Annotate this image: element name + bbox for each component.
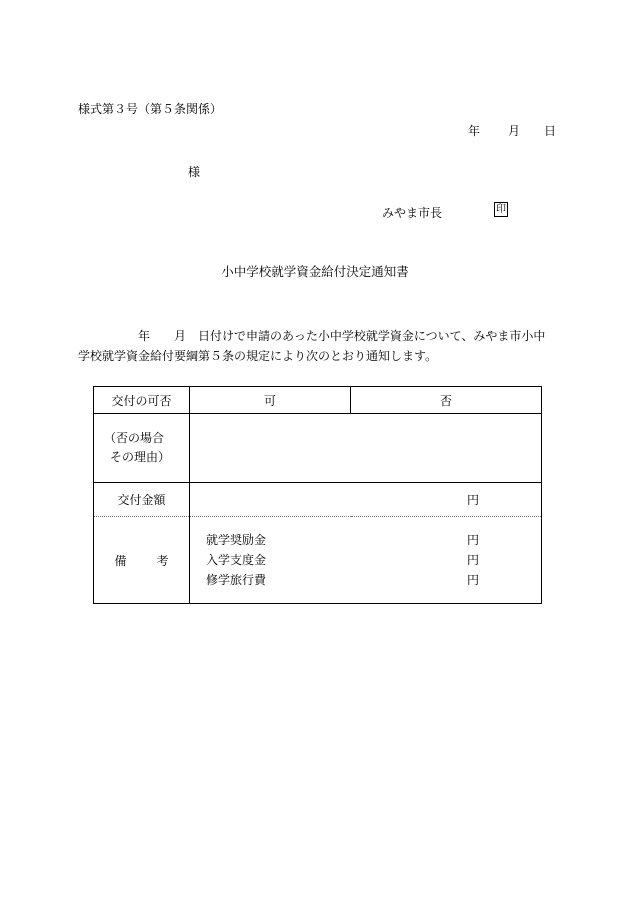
date-month-label: 月 <box>508 124 521 138</box>
body-line-2: 学校就学資金給付要綱第５条の規定により次のとおり通知します。 <box>78 349 438 363</box>
approval-label: 交付の可否 <box>94 387 190 414</box>
amount-label: 交付金額 <box>94 483 190 517</box>
reason-label-line-2: その理由） <box>110 450 171 464</box>
remarks-label <box>94 517 190 604</box>
approval-row <box>94 387 542 414</box>
reason-label <box>94 414 190 483</box>
date-day-label: 日 <box>544 124 557 138</box>
notice-table <box>93 386 542 604</box>
addressee-suffix: 様 <box>188 165 201 179</box>
body-line-1-text: 年 月 日付けで申請のあった小中学校就学資金について、みやま市小中 <box>138 329 546 343</box>
date-year-label: 年 <box>468 124 481 138</box>
remark-item <box>206 550 479 570</box>
remark-item-unit[interactable]: 円 <box>466 573 479 587</box>
remarks-label-char-2: 考 <box>156 553 169 568</box>
issuer-name: みやま市長 <box>382 206 443 220</box>
date-line <box>468 122 556 139</box>
remark-item <box>206 570 479 590</box>
document-title: 小中学校就学資金給付決定通知書 <box>221 264 409 279</box>
remark-item-label: 入学支度金 <box>206 553 267 567</box>
remarks-list <box>190 517 542 604</box>
form-number: 様式第３号（第５条関係） <box>78 102 223 116</box>
remark-item-label: 修学旅行費 <box>206 573 267 587</box>
reason-field[interactable] <box>190 414 542 483</box>
reason-label-line-1: （否の場合 <box>104 431 165 445</box>
amount-unit: 円 <box>466 493 479 507</box>
seal-mark: 印 <box>496 204 506 215</box>
body-line-1 <box>78 326 556 346</box>
remark-item-unit[interactable]: 円 <box>466 533 479 547</box>
reason-row <box>94 414 542 483</box>
remarks-row <box>94 517 542 604</box>
approve-option[interactable]: 可 <box>190 387 351 414</box>
remarks-label-char-1: 備 <box>114 553 127 568</box>
body-text <box>78 326 556 366</box>
remark-item <box>206 530 479 550</box>
amount-field[interactable] <box>190 483 542 517</box>
amount-row <box>94 483 542 517</box>
remark-item-label: 就学奨励金 <box>206 533 267 547</box>
deny-option[interactable]: 否 <box>351 387 542 414</box>
remark-item-unit[interactable]: 円 <box>466 553 479 567</box>
